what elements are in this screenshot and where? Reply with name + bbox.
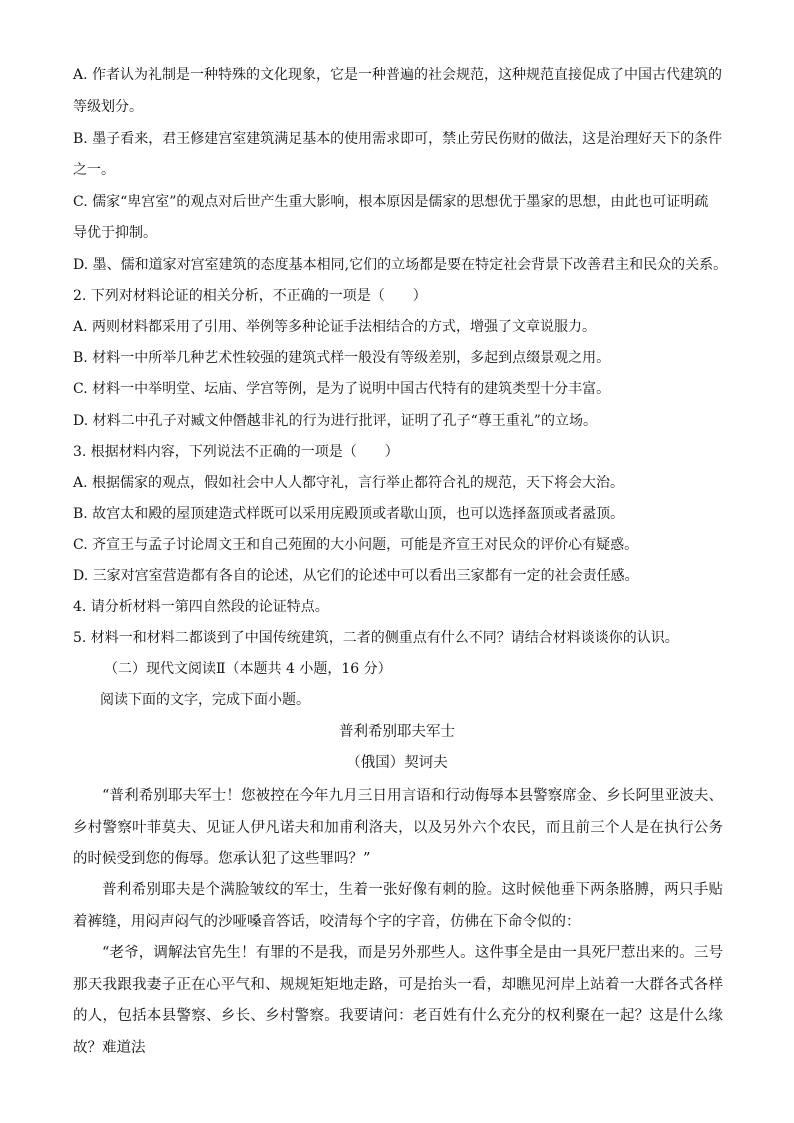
option-line: D. 墨、儒和道家对宫室建筑的态度基本相同,它们的立场都是要在特定社会背景下改善君主和民众的关系。 (73, 257, 728, 273)
option-line: A. 根据儒家的观点，假如社会中人人都守礼，言行举止都符合礼的规范，天下将会大治。 (73, 475, 625, 491)
question-line: 4. 请分析材料一第四自然段的论证特点。 (73, 599, 329, 615)
story-paragraph: “老爷，调解法官先生！有罪的不是我，而是另外那些人。这件事全是由一具死尸惹出来的。三号那天我跟我妻子正在心平气和、规规矩矩地走路，可是抬头一看，却瞧见河岸上站着一大群各式各样的人，包括本县警察、乡长、乡村警察。我要请问：老百姓有什么充分的权利聚在一起？这是什么缘故？难道法 (73, 945, 723, 1056)
option-line: B. 材料一中所举几种艺术性较强的建筑式样一般没有等级差别，多起到点缀景观之用。 (73, 350, 611, 366)
reading-instruction: 阅读下面的文字，完成下面小题。 (100, 692, 310, 708)
option-line: A. 两则材料都采用了引用、举例等多种论证手法相结合的方式，增强了文章说服力。 (73, 319, 597, 335)
section-heading: （二）现代文阅读Ⅱ（本题共 4 小题，16 分） (104, 661, 392, 677)
question-line: 2. 下列对材料论证的相关分析，不正确的一项是（ ） (73, 288, 427, 304)
option-line: C. 材料一中举明堂、坛庙、学宫等例，是为了说明中国古代特有的建筑类型十分丰富。 (73, 381, 611, 397)
option-line: B. 墨子看来，君王修建宫室建筑满足基本的使用需求即可，禁止劳民伤财的做法，这是治理好天下的条件 (73, 131, 723, 147)
option-line: C. 齐宣王与孟子讨论周文王和自己苑囿的大小问题，可能是齐宣王对民众的评价心有疑惑。 (73, 537, 639, 553)
option-line: D. 材料二中孔子对臧文仲僭越非礼的行为进行批评，证明了孔子“尊王重礼”的立场。 (73, 413, 597, 429)
story-author: （俄国）契诃夫 (346, 755, 448, 771)
question-line: 5. 材料一和材料二都谈到了中国传统建筑，二者的侧重点有什么不同？请结合材料谈谈你的认识。 (73, 630, 679, 646)
option-line: 导优于抑制。 (73, 225, 157, 241)
option-line: 等级划分。 (73, 99, 143, 115)
story-title: 普利希别耶夫军士 (339, 724, 455, 740)
story-paragraph: 普利希别耶夫是个满脸皱纹的军士，生着一张好像有刺的脸。这时候他垂下两条胳膊，两只手贴着裤缝，用闷声闷气的沙哑嗓音答话，咬清每个字的字音，仿佛在下命令似的： (73, 882, 723, 930)
option-line: C. 儒家“卑宫室”的观点对后世产生重大影响，根本原因是儒家的思想优于墨家的思想，由此也可证明疏 (73, 194, 709, 210)
option-line: D. 三家对宫室营造都有各自的论述，从它们的论述中可以看出三家都有一定的社会责任感。 (73, 568, 639, 584)
story-paragraph: “普利希别耶夫军士！您被控在今年九月三日用言语和行动侮辱本县警察席金、乡长阿里亚波夫、乡村警察叶菲莫夫、见证人伊凡诺夫和加甫利洛夫，以及另外六个农民，而且前三个人是在执行公务的时候受到您的侮辱。您承认犯了这些罪吗？” (73, 788, 723, 867)
option-line: A. 作者认为礼制是一种特殊的文化现象，它是一种普遍的社会规范，这种规范直接促成了中国古代建筑的 (73, 67, 723, 83)
option-line: B. 故宫太和殿的屋顶建造式样既可以采用庑殿顶或者歇山顶，也可以选择盔顶或者盝顶。 (73, 506, 625, 522)
option-line: 之一。 (73, 162, 115, 178)
question-line: 3. 根据材料内容，下列说法不正确的一项是（ ） (73, 444, 399, 460)
